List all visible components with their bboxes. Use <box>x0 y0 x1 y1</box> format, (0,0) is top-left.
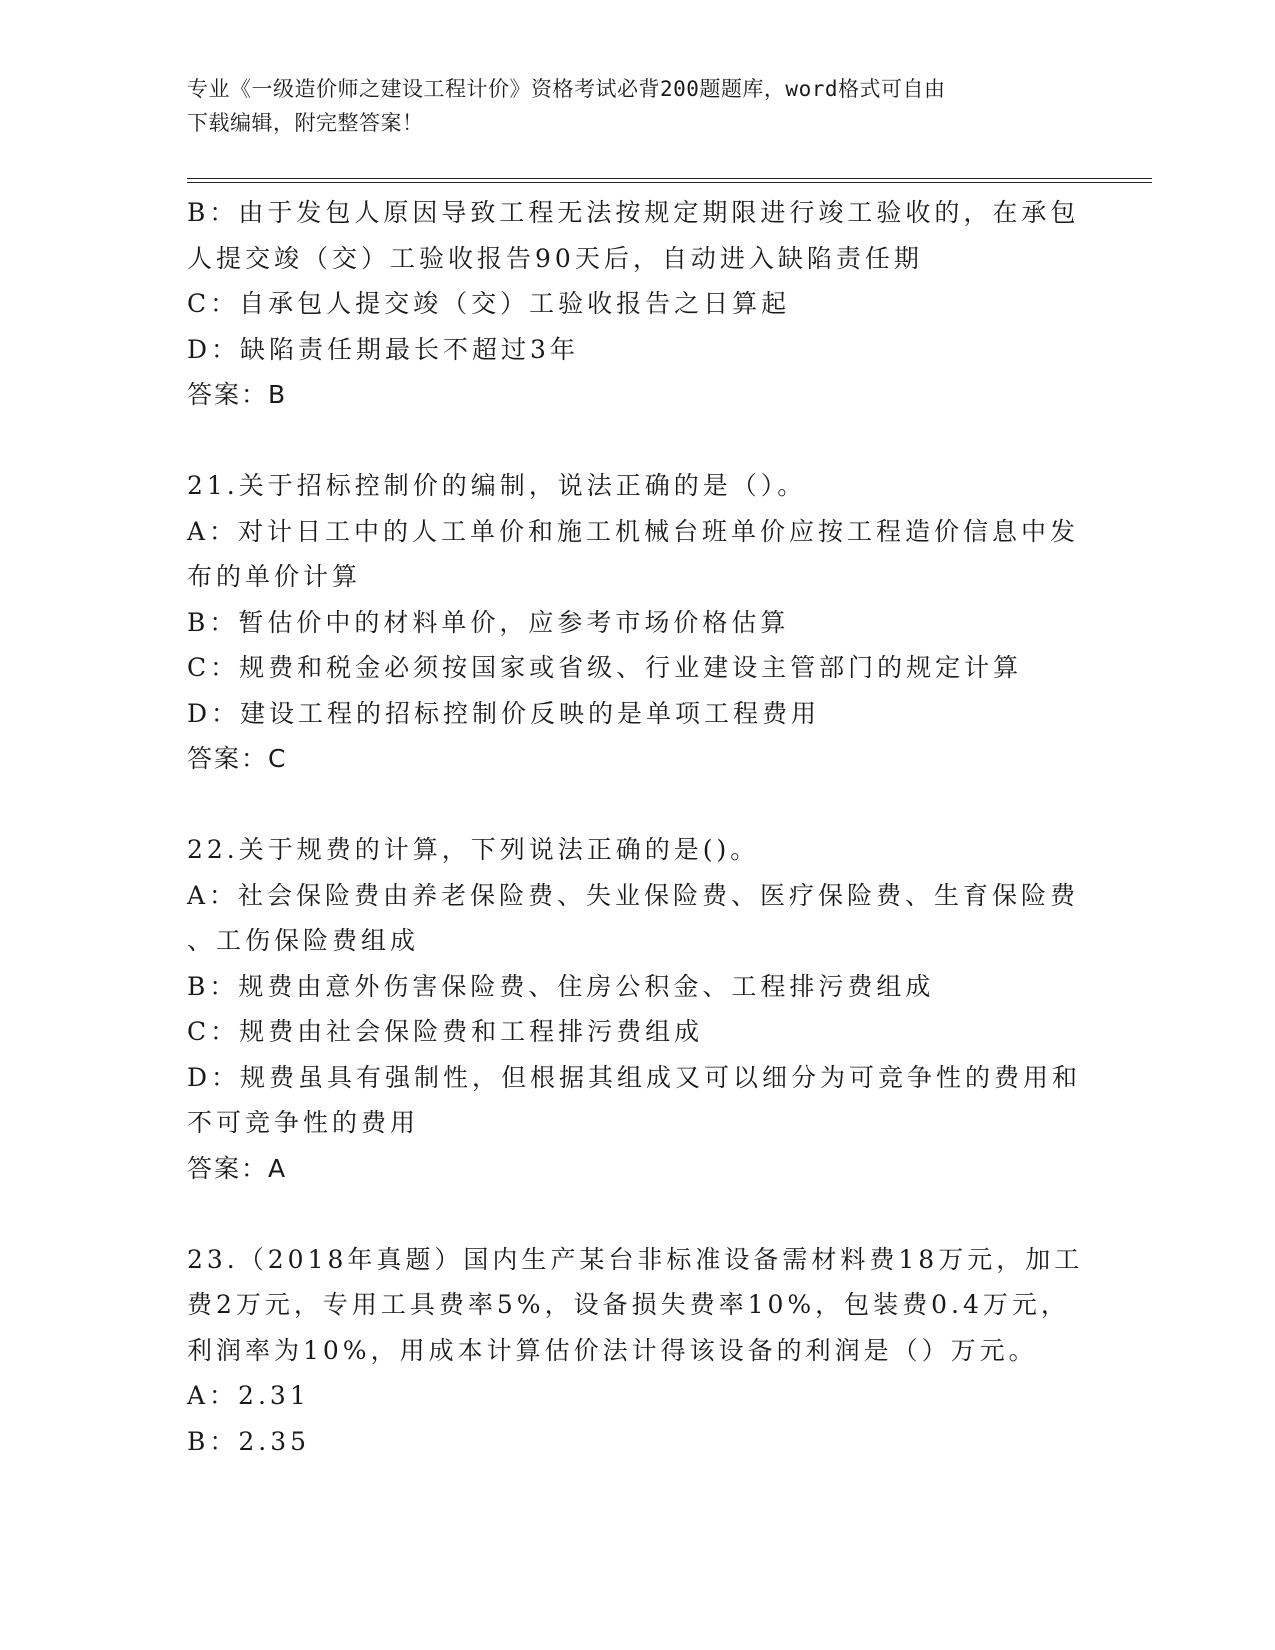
q22-option-a-line-2: 、工伤保险费组成 <box>187 926 420 955</box>
q21-option-c: C：规费和税金必须按国家或省级、行业建设主管部门的规定计算 <box>187 653 1023 682</box>
q21-option-d: D：建设工程的招标控制价反映的是单项工程费用 <box>187 698 821 728</box>
q21-answer: 答案：C <box>187 744 288 773</box>
header-divider-top <box>187 178 1152 179</box>
q22-option-b: B：规费由意外伤害保险费、住房公积金、工程排污费组成 <box>187 971 935 1001</box>
q23-stem-line-1: 23.（2018年真题）国内生产某台非标准设备需材料费18万元，加工 <box>187 1244 1084 1274</box>
q21-stem: 21.关于招标控制价的编制，说法正确的是（）。 <box>187 471 807 500</box>
spacer <box>187 418 1087 464</box>
q22-stem: 22.关于规费的计算，下列说法正确的是()。 <box>187 835 760 864</box>
q23-stem-line-2: 费2万元，专用工具费率5%，设备损失费率10%，包装费0.4万元， <box>187 1290 1070 1319</box>
q20-answer: 答案：B <box>187 380 288 409</box>
q22-option-c: C：规费由社会保险费和工程排污费组成 <box>187 1017 704 1046</box>
question-22-block <box>187 827 1087 1191</box>
question-23-block <box>187 1237 1087 1465</box>
q20-option-d: D：缺陷责任期最长不超过3年 <box>187 334 579 364</box>
q20-option-c: C：自承包人提交竣（交）工验收报告之日算起 <box>187 289 791 318</box>
q21-option-a-line-1: A：对计日工中的人工单价和施工机械台班单价应按工程造价信息中发 <box>187 516 1080 546</box>
q22-answer: 答案：A <box>187 1153 288 1183</box>
spacer <box>187 782 1087 828</box>
document-header <box>187 72 1087 140</box>
header-title-line-1: 专业《一级造价师之建设工程计价》资格考试必背200题题库，word格式可自由 <box>187 77 946 101</box>
q21-option-a-line-2: 布的单价计算 <box>187 562 362 591</box>
q23-option-b: B：2.35 <box>187 1426 311 1456</box>
q23-option-a: A：2.31 <box>187 1381 310 1410</box>
question-content <box>187 190 1087 1464</box>
q21-option-b: B：暂估价中的材料单价，应参考市场价格估算 <box>187 607 790 637</box>
question-20-block <box>187 190 1087 418</box>
q23-stem-line-3: 利润率为10%，用成本计算估价法计得该设备的利润是（）万元。 <box>187 1335 1038 1365</box>
q22-option-d-line-1: D：规费虽具有强制性，但根据其组成又可以细分为可竞争性的费用和 <box>187 1062 1082 1092</box>
q22-option-d-line-2: 不可竞争性的费用 <box>187 1108 420 1137</box>
header-title-line-2: 下载编辑，附完整答案！ <box>187 111 424 135</box>
header-divider-bottom <box>187 182 1152 183</box>
spacer <box>187 1191 1087 1237</box>
question-21-block <box>187 463 1087 782</box>
q22-option-a-line-1: A：社会保险费由养老保险费、失业保险费、医疗保险费、生育保险费 <box>187 880 1080 910</box>
q20-option-b-line-1: B：由于发包人原因导致工程无法按规定期限进行竣工验收的，在承包 <box>187 198 1080 227</box>
q20-option-b-line-2: 人提交竣（交）工验收报告90天后，自动进入缺陷责任期 <box>187 243 923 273</box>
